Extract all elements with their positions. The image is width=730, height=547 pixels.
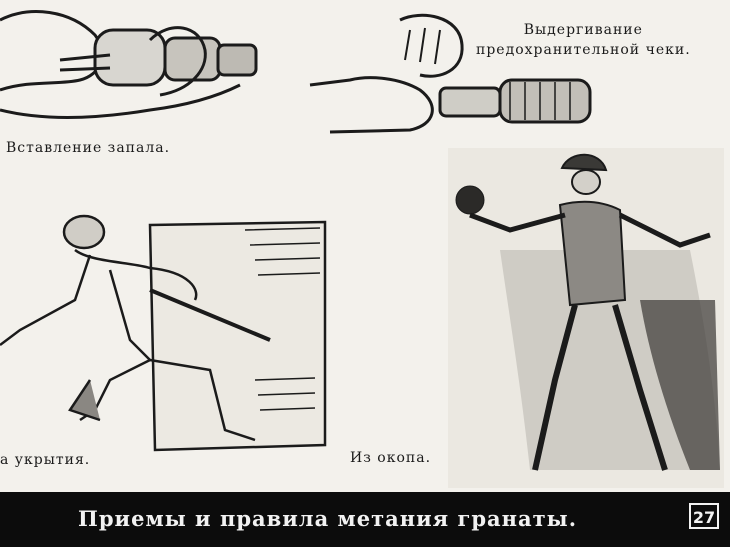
pin-pulling-caption-line2: предохранительной чеки. bbox=[476, 42, 691, 58]
throw-from-cover-illustration bbox=[0, 216, 325, 450]
pin-pulling-caption-line1: Выдергивание bbox=[523, 22, 643, 38]
pin-pulling-caption bbox=[476, 20, 691, 60]
fuse-insertion-caption: Вставление запала. bbox=[6, 140, 171, 156]
slide-title: Приемы и правила метания гранаты. bbox=[78, 506, 577, 531]
page-number: 27 bbox=[689, 503, 719, 529]
from-trench-caption: Из окопа. bbox=[350, 450, 432, 466]
throw-from-trench-illustration bbox=[448, 148, 724, 488]
from-cover-caption: а укрытия. bbox=[0, 452, 91, 468]
fuse-insertion-illustration bbox=[0, 12, 256, 118]
title-bar bbox=[0, 492, 730, 547]
